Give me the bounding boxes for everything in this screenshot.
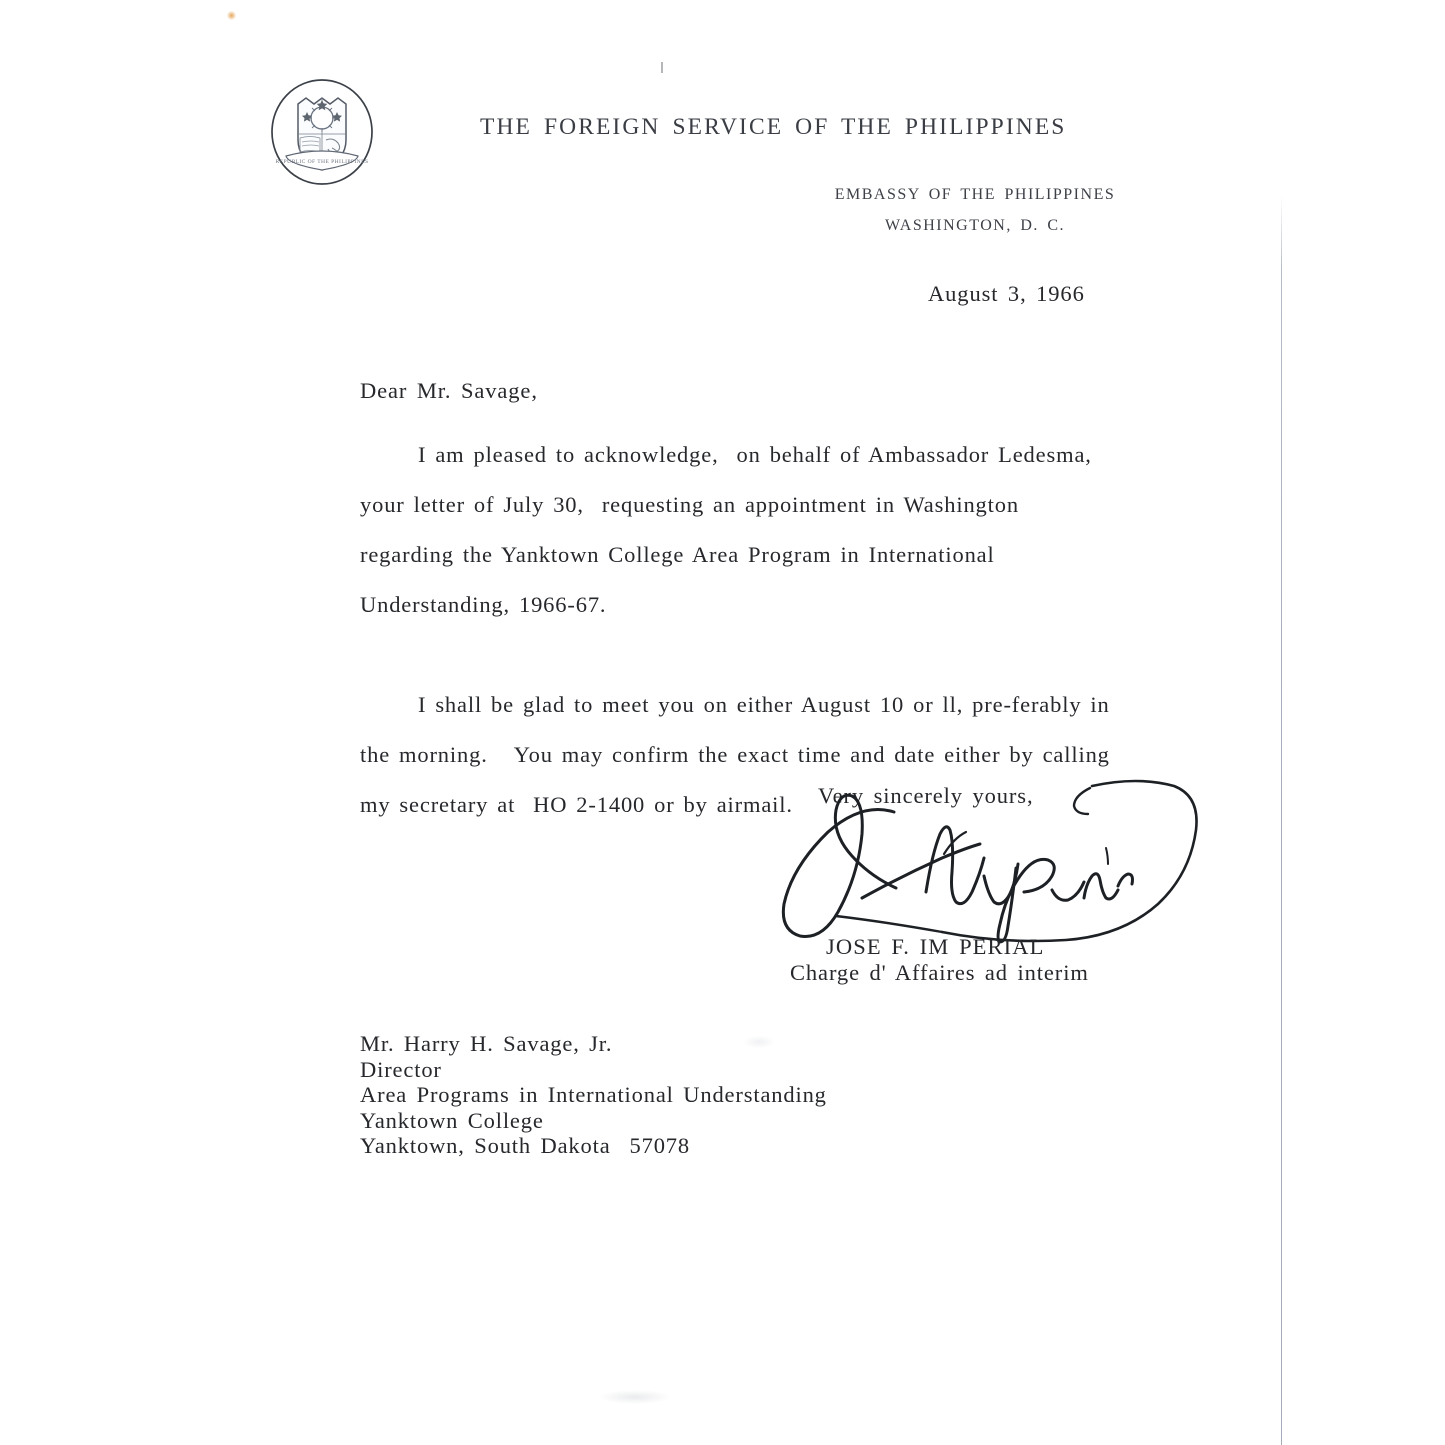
letterhead-title: THE FOREIGN SERVICE OF THE PHILIPPINES — [480, 114, 1067, 140]
recipient-line: Director — [360, 1056, 442, 1082]
embassy-name: EMBASSY OF THE PHILIPPINES — [834, 186, 1116, 203]
scan-speck-artifact — [227, 11, 236, 20]
recipient-address-block — [360, 1031, 827, 1159]
letter-paragraph: I am pleased to acknowledge, on behalf of Ambassador Ledesma, your letter of July 30, requesting an appointment in Washington regarding the Yanktown College Area Program in International Understanding, 1966-67. — [360, 442, 1110, 617]
embassy-address-block — [740, 186, 1210, 235]
scan-paper-edge-line — [1281, 196, 1282, 1445]
recipient-line: Yanktown College — [360, 1107, 544, 1133]
letter-date: August 3, 1966 — [928, 281, 1085, 306]
signer-title: Charge d' Affaires ad interim — [790, 960, 1089, 985]
recipient-line: Area Programs in International Understanding — [360, 1082, 827, 1107]
svg-text:REPUBLIC OF THE PHILIPPINES: REPUBLIC OF THE PHILIPPINES — [275, 159, 369, 165]
embassy-city: WASHINGTON, D. C. — [884, 217, 1066, 234]
letter-closing: Very sincerely yours, — [818, 783, 1034, 808]
philippines-seal-icon — [268, 78, 376, 186]
signer-name: JOSE F. IM PERIAL — [826, 934, 1045, 959]
scan-tick-artifact — [661, 62, 663, 73]
letter-salutation: Dear Mr. Savage, — [360, 378, 538, 403]
scan-smudge-artifact — [600, 1390, 670, 1404]
letter-paragraph: I shall be glad to meet you on either August 10 or ll, pre-ferably in the morning. You may confirm the exact time and date either by calling my secretary at HO 2-1400 or by airmail. — [360, 692, 1119, 817]
recipient-line: Mr. Harry H. Savage, Jr. — [360, 1031, 613, 1056]
letter-body — [360, 430, 1120, 830]
recipient-line: Yanktown, South Dakota 57078 — [360, 1133, 690, 1158]
